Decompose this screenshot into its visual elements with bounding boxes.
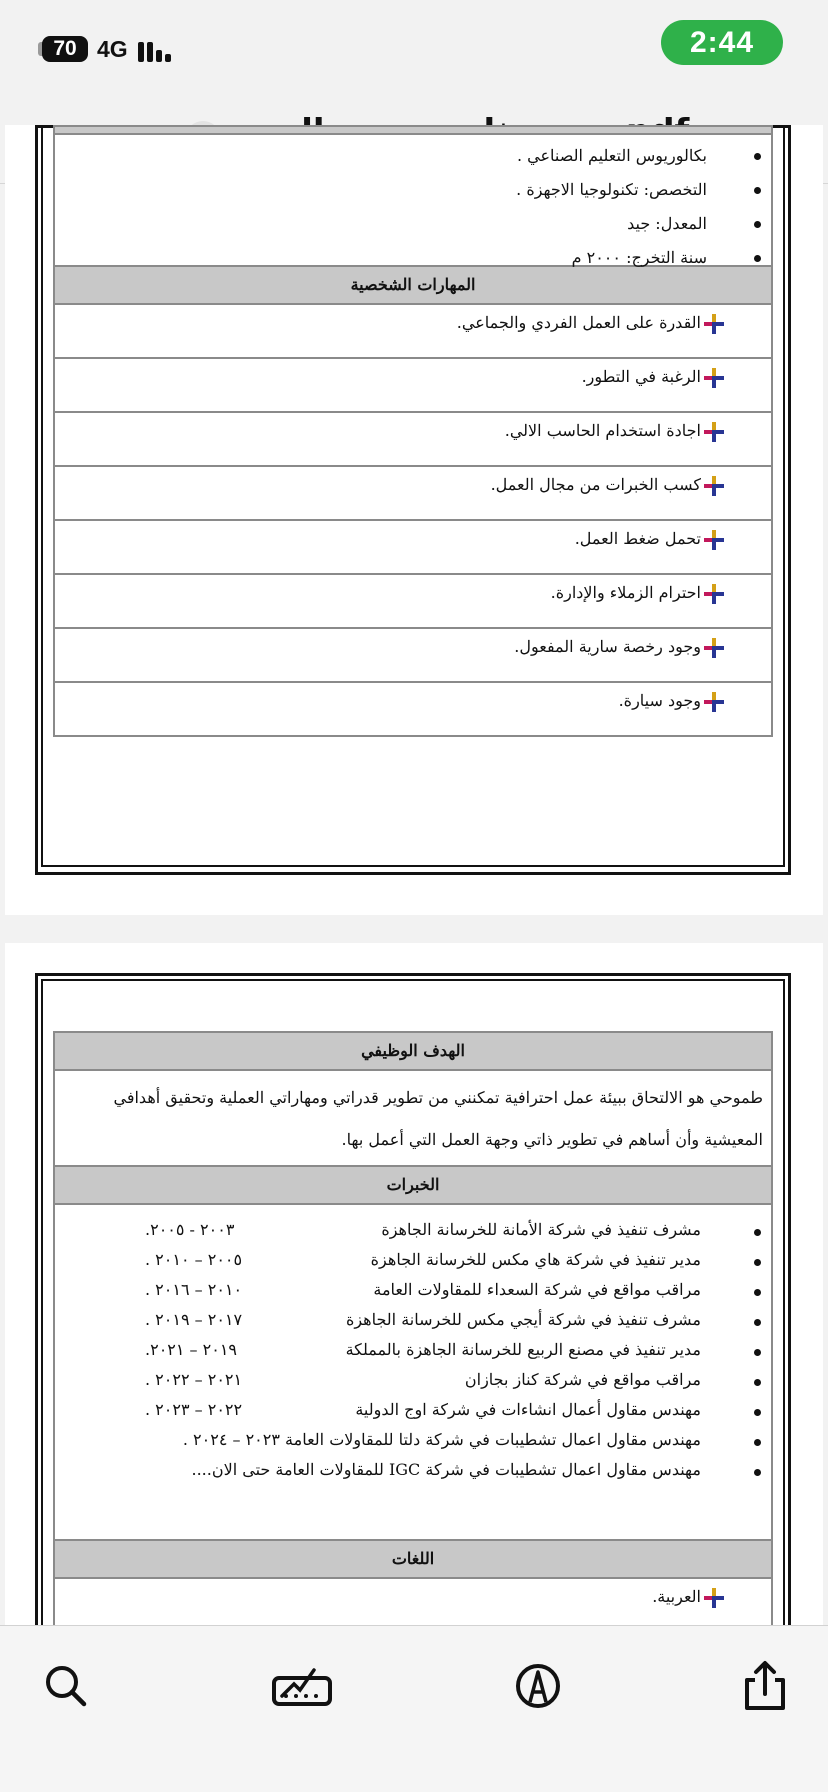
- experience-role: مراقب مواقع في شركة كناز بجازان: [464, 1370, 701, 1389]
- experience-role: مهندس مقاول اعمال تشطيبات في شركة IGC للمقاولات العامة حتى الان....: [191, 1460, 701, 1479]
- pdf-page-2: [5, 943, 823, 1643]
- experience-item: [55, 1365, 771, 1395]
- network-type: 4G: [97, 36, 128, 62]
- objective-row: [55, 1071, 771, 1167]
- resume-table-2: [53, 1031, 773, 1633]
- skill-text: وجود رخصة سارية المفعول.: [514, 637, 701, 656]
- skill-text: وجود سيارة.: [618, 691, 701, 710]
- resume-table-1: [53, 125, 773, 737]
- objective-line-2: المعيشية وأن أساهم في تطوير ذاتي وجهة العمل التي أعمل بها.: [341, 1130, 763, 1149]
- skills-list: [55, 305, 771, 737]
- experience-role: مراقب مواقع في شركة السعداء للمقاولات العامة: [373, 1280, 701, 1299]
- plus-bullet-icon: [703, 583, 725, 605]
- document-scroll-area[interactable]: [0, 146, 828, 1625]
- skill-row: [55, 305, 771, 359]
- experience-role: مشرف تنفيذ في شركة الأمانة للخرسانة الجاهزة: [381, 1220, 701, 1239]
- plus-bullet-icon: [703, 421, 725, 443]
- experience-role: مهندس مقاول أعمال انشاءات في شركة اوج الدولية: [355, 1400, 701, 1419]
- plus-bullet-icon: [703, 691, 725, 713]
- skill-row: [55, 629, 771, 683]
- experience-dates: ٢٠١٠ – ٢٠١٦ .: [145, 1280, 243, 1299]
- experience-item: [55, 1275, 771, 1305]
- skill-row: [55, 575, 771, 629]
- skill-row: [55, 413, 771, 467]
- experience-header: الخبرات: [55, 1167, 771, 1205]
- experience-list: [55, 1205, 771, 1541]
- experience-dates: ٢٠٠٣ - ٢٠٠٥.: [145, 1220, 235, 1239]
- objective-header: الهدف الوظيفي: [55, 1033, 771, 1071]
- experience-dates: ٢٠١٧ – ٢٠١٩ .: [145, 1310, 243, 1329]
- scribble-icon[interactable]: [270, 1656, 334, 1716]
- status-bar: [0, 0, 828, 94]
- skill-text: الرغبة في التطور.: [581, 367, 701, 386]
- skill-row: [55, 467, 771, 521]
- experience-role: مدير تنفيذ في مصنع الربيع للخرسانة الجاهزة بالمملكة: [345, 1340, 701, 1359]
- signal-icon: [138, 38, 178, 62]
- plus-bullet-icon: [703, 367, 725, 389]
- skill-text: اجادة استخدام الحاسب الالي.: [504, 421, 701, 440]
- skill-text: احترام الزملاء والإدارة.: [550, 583, 701, 602]
- table-header-strip: [55, 127, 771, 135]
- skill-row: [55, 683, 771, 737]
- skill-row: [55, 359, 771, 413]
- list-item: المعدل: جيد: [55, 207, 771, 241]
- skill-text: كسب الخبرات من مجال العمل.: [490, 475, 701, 494]
- pdf-page-1: [5, 125, 823, 915]
- experience-role: مشرف تنفيذ في شركة أيجي مكس للخرسانة الجاهزة: [345, 1310, 701, 1329]
- time-display[interactable]: 2:44: [661, 20, 783, 65]
- experience-item: [55, 1305, 771, 1335]
- bottom-toolbar: [0, 1625, 828, 1792]
- list-item: سنة التخرج: ٢٠٠٠ م: [55, 241, 771, 269]
- list-item: بكالوريوس التعليم الصناعي .: [55, 139, 771, 173]
- markup-icon[interactable]: [508, 1656, 568, 1716]
- plus-bullet-icon: [703, 313, 725, 335]
- languages-header: اللغات: [55, 1541, 771, 1579]
- plus-bullet-icon: [703, 475, 725, 497]
- experience-item: [55, 1455, 771, 1485]
- plus-bullet-icon: [703, 637, 725, 659]
- search-icon[interactable]: [36, 1656, 96, 1716]
- share-icon[interactable]: [735, 1656, 795, 1716]
- experience-dates: ٢٠١٩ – ٢٠٢١.: [145, 1340, 238, 1359]
- plus-bullet-icon: [703, 529, 725, 551]
- experience-item: [55, 1395, 771, 1425]
- experience-item: [55, 1245, 771, 1275]
- language-text: العربية.: [652, 1587, 701, 1606]
- experience-role: مهندس مقاول اعمال تشطيبات في شركة دلتا للمقاولات العامة ٢٠٢٣ – ٢٠٢٤ .: [182, 1430, 701, 1449]
- skill-row: [55, 521, 771, 575]
- list-item: التخصص: تكنولوجيا الاجهزة .: [55, 173, 771, 207]
- objective-line-1: طموحي هو الالتحاق ببيئة عمل احترافية تمكنني من تطوير قدراتي ومهاراتي العملية وتحقيق أهدافي: [113, 1088, 763, 1107]
- education-row: [55, 135, 771, 267]
- experience-dates: ٢٠٢٢ – ٢٠٢٣ .: [145, 1400, 243, 1419]
- experience-item: [55, 1425, 771, 1455]
- experience-item: [55, 1335, 771, 1365]
- experience-dates: ٢٠٢١ – ٢٠٢٢ .: [145, 1370, 243, 1389]
- experience-item: [55, 1215, 771, 1245]
- experience-dates: ٢٠٠٥ – ٢٠١٠ .: [145, 1250, 243, 1269]
- battery-indicator: 70: [42, 36, 88, 62]
- experience-role: مدير تنفيذ في شركة هاي مكس للخرسانة الجاهزة: [370, 1250, 701, 1269]
- skill-text: القدرة على العمل الفردي والجماعي.: [456, 313, 701, 332]
- skill-text: تحمل ضغط العمل.: [574, 529, 701, 548]
- plus-bullet-icon: [703, 1587, 725, 1609]
- skills-header: المهارات الشخصية: [55, 267, 771, 305]
